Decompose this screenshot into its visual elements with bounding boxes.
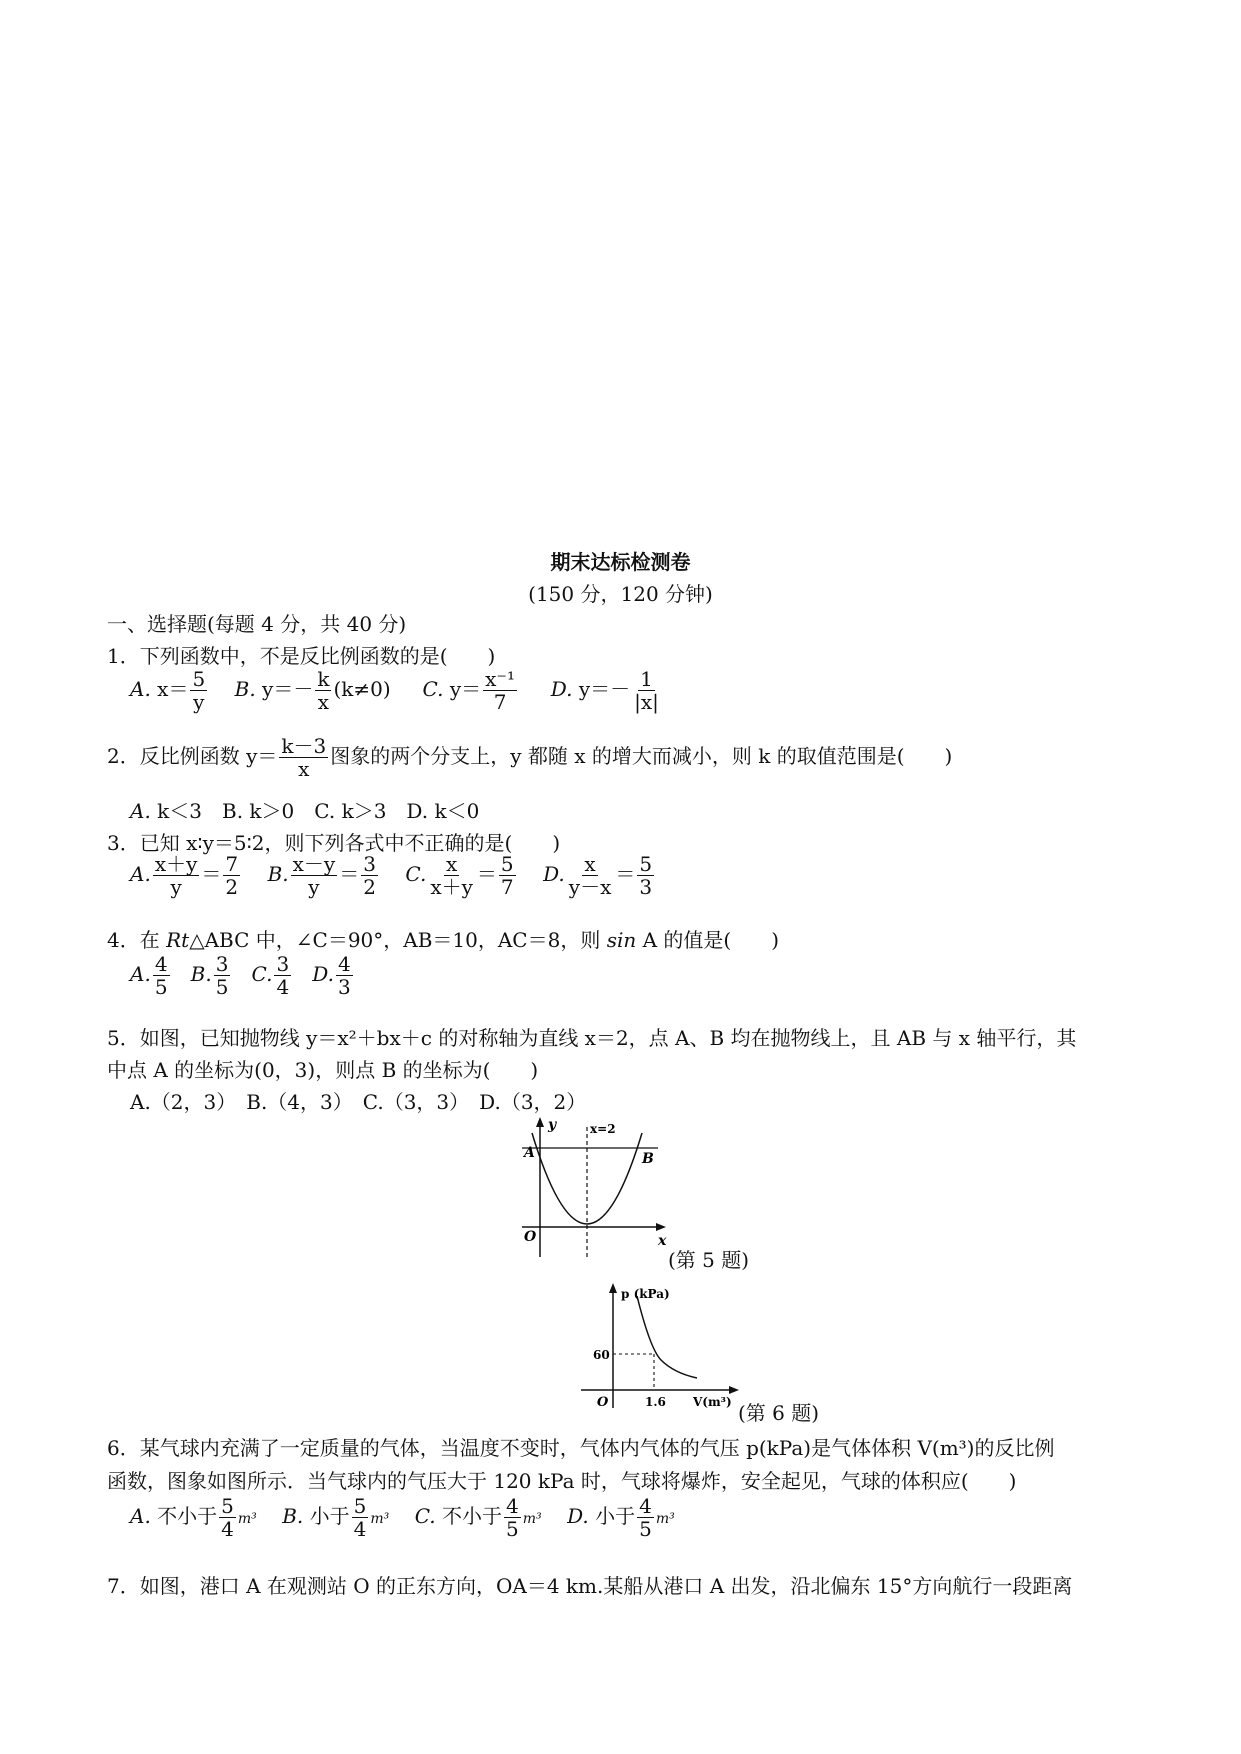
numerator: 4 bbox=[506, 1494, 519, 1518]
numerator: k－3 bbox=[281, 734, 327, 758]
option-d-text: 小于 bbox=[595, 1504, 636, 1528]
option-a-lhs bbox=[153, 853, 200, 898]
option-d-fraction bbox=[632, 668, 661, 713]
question-4-sin: sin bbox=[606, 928, 637, 952]
denominator: 3 bbox=[639, 875, 653, 899]
question-4-options bbox=[130, 953, 355, 998]
question-4-stem bbox=[107, 924, 779, 953]
numerator: x bbox=[445, 852, 458, 876]
question-6-line-2: 函数，图象如图所示．当气球内的气压大于 120 kPa 时，气球将爆炸，安全起见，气球的体积应( ) bbox=[107, 1469, 1017, 1493]
denominator: 3 bbox=[337, 975, 351, 999]
denominator: 5 bbox=[215, 975, 229, 999]
numerator: 5 bbox=[639, 852, 653, 876]
option-c-text: y＝ bbox=[449, 677, 482, 701]
option-b-label: B. bbox=[282, 1504, 304, 1528]
numerator: 5 bbox=[500, 852, 514, 876]
option-b-text: 小于 bbox=[309, 1504, 350, 1528]
option-a-label: A. bbox=[130, 799, 151, 823]
option-d-unit: m³ bbox=[655, 1511, 675, 1527]
denominator: 5 bbox=[639, 1517, 652, 1541]
symmetry-axis-label: x=2 bbox=[590, 1122, 616, 1136]
question-2-fraction bbox=[279, 735, 328, 780]
question-6-options bbox=[130, 1495, 675, 1540]
option-c-rhs bbox=[499, 853, 516, 898]
y-tick-60: 60 bbox=[593, 1348, 610, 1362]
option-c-fraction bbox=[274, 953, 291, 998]
option-b-text: y＝－ bbox=[262, 677, 314, 701]
option-a-text: 不小于 bbox=[157, 1504, 218, 1528]
option-b-label: B. bbox=[234, 677, 256, 701]
option-b-unit: m³ bbox=[370, 1511, 390, 1527]
question-2-option-text: k＜3 B. k＞0 C. k＞3 D. k＜0 bbox=[157, 799, 480, 823]
option-b-label: B. bbox=[190, 962, 212, 986]
exam-title: 期末达标检测卷 bbox=[550, 550, 691, 574]
denominator: 7 bbox=[493, 690, 507, 714]
denominator: y bbox=[170, 875, 182, 899]
question-6-line-1: 6．某气球内充满了一定质量的气体，当温度不变时，气体内气体的气压 p(kPa)是气体体积 V(m³)的反比例 bbox=[107, 1436, 1055, 1460]
option-a-text: x＝ bbox=[157, 677, 189, 701]
numerator: 3 bbox=[215, 952, 229, 976]
denominator: 4 bbox=[353, 1517, 367, 1541]
denominator: 7 bbox=[500, 875, 514, 899]
denominator: x bbox=[298, 757, 310, 781]
numerator: 7 bbox=[225, 852, 239, 876]
numerator: 4 bbox=[639, 1494, 652, 1518]
denominator: 2 bbox=[363, 875, 376, 899]
option-a-rhs bbox=[223, 853, 240, 898]
numerator: 5 bbox=[192, 667, 206, 691]
numerator: 3 bbox=[363, 852, 376, 876]
question-4-pre: 4．在 bbox=[107, 928, 167, 952]
question-5-options: A.（2，3） B.（4，3） C.（3，3） D.（3，2） bbox=[130, 1090, 587, 1114]
numerator: 4 bbox=[337, 952, 351, 976]
numerator: 3 bbox=[276, 952, 290, 976]
option-b-rhs bbox=[361, 853, 378, 898]
denominator: x＋y bbox=[430, 875, 473, 899]
numerator: k bbox=[317, 667, 330, 691]
option-b-fraction bbox=[214, 953, 231, 998]
question-4-mid: △ABC 中，∠C＝90°，AB＝10，AC＝8，则 bbox=[189, 928, 607, 952]
numerator: x－y bbox=[292, 852, 336, 876]
question-3-stem: 3．已知 x∶y＝5∶2，则下列各式中不正确的是( ) bbox=[107, 831, 561, 855]
option-c-label: C. bbox=[422, 677, 444, 701]
denominator: 5 bbox=[154, 975, 168, 999]
denominator: 4 bbox=[221, 1517, 234, 1541]
option-b-fraction bbox=[352, 1495, 369, 1540]
denominator: 5 bbox=[506, 1517, 519, 1541]
v-axis-arrow-icon bbox=[729, 1386, 739, 1394]
denominator: x bbox=[317, 690, 330, 714]
y-axis-arrow-icon bbox=[536, 1117, 544, 1127]
denominator: 4 bbox=[276, 975, 290, 999]
denominator: |x| bbox=[634, 690, 659, 714]
option-a-label: A. bbox=[130, 677, 151, 701]
option-a-label: A. bbox=[130, 962, 151, 986]
numerator: x＋y bbox=[154, 852, 198, 876]
option-d-label: D. bbox=[567, 1504, 589, 1528]
question-4-rt: Rt bbox=[166, 928, 190, 952]
option-a-fraction bbox=[219, 1495, 236, 1540]
question-5-line-1: 5．如图，已知抛物线 y＝x²＋bx＋c 的对称轴为直线 x＝2，点 A、B 均在抛物线上，且 AB 与 x 轴平行，其 bbox=[107, 1026, 1077, 1050]
option-a-unit: m³ bbox=[237, 1511, 257, 1527]
option-b-lhs bbox=[291, 853, 338, 898]
option-a-label: A. bbox=[130, 1504, 151, 1528]
question-2-post: 图象的两个分支上，y 都随 x 的增大而减小，则 k 的取值范围是( ) bbox=[330, 744, 953, 768]
section-heading: 一、选择题(每题 4 分，共 40 分) bbox=[107, 612, 407, 636]
y-axis-label: y bbox=[548, 1117, 557, 1133]
question-7-line-1: 7．如图，港口 A 在观测站 O 的正东方向，OA＝4 km.某船从港口 A 出发，沿北偏东 15°方向航行一段距离 bbox=[107, 1574, 1073, 1598]
option-c-label: C. bbox=[414, 1504, 436, 1528]
question-3-options: A. $\frac{x+y}{y}$ ＝ $\frac{7}{2}$ B. $\frac{x-y}{y}$ ＝ $\frac{3}{2}$ C. $\frac{x}{x+y}$ ＝ $\frac{5}{7}$ D. $\frac{x}{y-x}$ ＝ $\frac{5}{3}$ bbox=[130, 852, 653, 899]
figure-6-caption: (第 6 题) bbox=[738, 1401, 820, 1425]
numerator: 5 bbox=[353, 1494, 367, 1518]
option-c-label: C. bbox=[251, 962, 273, 986]
origin-label: O bbox=[524, 1229, 537, 1245]
option-c-fraction bbox=[504, 1495, 521, 1540]
option-a-fraction bbox=[190, 668, 207, 713]
question-4-post: A 的值是( ) bbox=[636, 928, 779, 952]
hyperbola-curve bbox=[637, 1296, 697, 1378]
x-axis-arrow-icon bbox=[656, 1223, 666, 1231]
option-d-label: D. bbox=[312, 962, 334, 986]
denominator: y－x bbox=[568, 875, 612, 899]
point-b-label: B bbox=[642, 1151, 654, 1167]
option-d-fraction bbox=[336, 953, 353, 998]
question-5-line-2: 中点 A 的坐标为(0，3)，则点 B 的坐标为( ) bbox=[107, 1058, 539, 1082]
origin-label: O bbox=[597, 1395, 609, 1410]
option-b-label: B. bbox=[267, 862, 289, 886]
option-a-fraction bbox=[153, 953, 170, 998]
figure-6-pressure-graph bbox=[575, 1280, 755, 1410]
question-1-options bbox=[130, 668, 663, 713]
option-d-label: D. bbox=[550, 677, 573, 701]
option-d-lhs bbox=[567, 853, 614, 898]
p-axis-label: p (kPa) bbox=[621, 1287, 670, 1301]
numerator: x bbox=[584, 852, 596, 876]
numerator: x⁻¹ bbox=[485, 667, 515, 691]
option-d-fraction bbox=[637, 1495, 654, 1540]
numerator: 1 bbox=[640, 667, 653, 691]
option-c-fraction bbox=[483, 668, 517, 713]
denominator: y bbox=[193, 690, 205, 714]
denominator: 2 bbox=[225, 875, 239, 899]
p-axis-arrow-icon bbox=[609, 1283, 617, 1293]
figure-5-caption: (第 5 题) bbox=[668, 1248, 750, 1272]
x-tick-1-6: 1.6 bbox=[645, 1395, 666, 1409]
option-c-label: C. bbox=[405, 862, 427, 886]
v-axis-label: V(m³) bbox=[693, 1395, 732, 1409]
point-a-label: A bbox=[524, 1145, 535, 1161]
option-b-fraction bbox=[315, 668, 331, 713]
option-c-lhs bbox=[428, 853, 475, 898]
numerator: 5 bbox=[221, 1494, 234, 1518]
option-b-condition: (k≠0) bbox=[333, 677, 391, 701]
option-d-label: D. bbox=[543, 862, 565, 886]
option-d-rhs bbox=[637, 853, 654, 898]
x-axis-label: x bbox=[658, 1233, 667, 1249]
option-c-text: 不小于 bbox=[442, 1504, 503, 1528]
figure-5-parabola-graph bbox=[510, 1115, 670, 1265]
option-c-unit: m³ bbox=[522, 1511, 542, 1527]
option-d-text: y＝－ bbox=[578, 677, 631, 701]
option-a-label: A. bbox=[130, 862, 151, 886]
exam-subtitle: (150 分，120 分钟) bbox=[528, 582, 713, 606]
question-2-options bbox=[130, 795, 479, 824]
numerator: 4 bbox=[154, 952, 168, 976]
denominator: y bbox=[308, 875, 320, 899]
question-1-stem: 1．下列函数中，不是反比例函数的是( ) bbox=[107, 644, 496, 668]
question-2-stem bbox=[107, 735, 952, 780]
question-2-pre: 2．反比例函数 y＝ bbox=[107, 744, 278, 768]
